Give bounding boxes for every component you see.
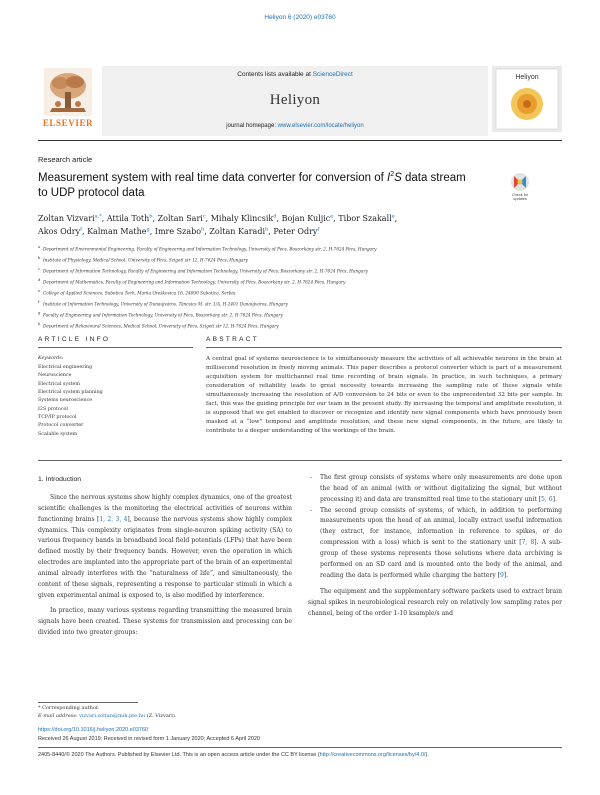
author-name[interactable]: Akos Odry bbox=[38, 227, 81, 236]
copyright-suffix: ). bbox=[425, 752, 429, 758]
author-name[interactable]: Zoltan Vizvari bbox=[38, 214, 95, 223]
affiliation-label: c bbox=[38, 266, 40, 271]
contents-line bbox=[102, 71, 488, 78]
copyright-prefix: 2405-8440/© 2020 The Authors. Published by Elsevier Ltd. This is an open access article under the CC BY license ( bbox=[38, 752, 320, 758]
author-separator: , bbox=[205, 214, 211, 223]
citation-link[interactable]: 9 bbox=[500, 571, 504, 579]
journal-cover-image bbox=[492, 66, 562, 132]
keyword-item: Electrical system bbox=[38, 381, 80, 387]
affiliation-text: Department of Mathematics, Faculty of Engineering and Information Technology, University of Pécs, Boszorkány str. 2, H-7624 Pécs, Hungary bbox=[43, 279, 346, 285]
affiliation-item bbox=[38, 287, 558, 298]
affiliation-text: Institute of Physiology, Medical School, University of Pécs, Szigeti str 12, H-7624 Pécs, Hungary bbox=[43, 257, 248, 263]
crossmark-label: Check for updates bbox=[511, 193, 529, 201]
affiliation-text: Institute of Information Technology, University of Dunaújváros, Táncsics M. str. 1/A, H-2401 Dunaújváros, Hungary bbox=[43, 301, 288, 307]
author-name[interactable]: Zoltan Karadi bbox=[209, 227, 266, 236]
author-affiliation-mark[interactable]: a,* bbox=[94, 213, 102, 220]
abstract-end-rule bbox=[38, 460, 562, 461]
citation-link[interactable]: 7, 8 bbox=[521, 539, 535, 547]
author-name[interactable]: Kalman Mathe bbox=[87, 227, 147, 236]
affiliation-item bbox=[38, 243, 558, 254]
sciencedirect-link[interactable]: ScienceDirect bbox=[312, 71, 353, 78]
footnote-email-line bbox=[38, 712, 338, 720]
author-affiliation-mark[interactable]: b bbox=[149, 213, 153, 220]
author-name[interactable]: Mihaly Klincsik bbox=[210, 214, 274, 223]
elsevier-logo bbox=[38, 66, 98, 132]
intro-paragraph-2: In practice, many various systems regarding transmitting the measured brain signals have been created. These systems for transmission and processing can be divided into two greater groups: bbox=[38, 607, 292, 637]
affiliation-item bbox=[38, 309, 558, 320]
author-affiliation-mark[interactable]: c bbox=[202, 213, 206, 220]
affiliation-label: d bbox=[38, 277, 41, 282]
keywords-title: Keywords: bbox=[38, 356, 64, 361]
intro-left-column bbox=[38, 493, 292, 639]
affiliation-label: g bbox=[38, 310, 41, 315]
footnote-star: * bbox=[38, 705, 41, 711]
abstract-text: A central goal of systems neuroscience is to simultaneously measure the activities of all achievable neurons in the brain at millisecond resolution in freely moving animals. This paper describes a protocol converter which is part of a measurement acquisition system for multichannel real time recording of brain signals. In practice, in such techniques, a primary consideration of reliability leads to great necessity towards increasing the sampling rate of these signals while simultaneously increasing the resolution of A/D conversion to 24 bits or even to the unprecedented 32 bits per sample. In fact, this was the guiding principle for our team in the present study. By increasing the temporal and amplitude resolution, it is supposed that we get enabled to discover or recognize and identify new signal components which have previously been masked at a “low” temporal and amplitude resolution, and these new signal components, in the future, are likely to contribute to a deeper understanding of the workings of the brain. bbox=[206, 356, 562, 435]
doi-link[interactable]: https://doi.org/10.1016/j.heliyon.2020.e03760 bbox=[38, 727, 149, 733]
abstract-rule bbox=[206, 347, 562, 348]
copyright-line bbox=[38, 752, 562, 758]
author-separator: , bbox=[204, 227, 210, 236]
bullet2-text-c: ]. bbox=[503, 571, 509, 579]
affiliation-label: e bbox=[38, 288, 41, 293]
title-var: I bbox=[386, 171, 391, 184]
author-separator: , bbox=[81, 227, 88, 236]
bullet2-text-b: ]. A sub-group of these systems represents those solutions where data archiving is performed on an SD card and is mounted onto the body of the animal, and reading the data is performed while charging the battery [ bbox=[320, 539, 562, 579]
citation-link[interactable]: 5, 6 bbox=[541, 495, 553, 503]
footnote-email-prefix: E-mail address: bbox=[38, 713, 80, 719]
author-separator: , bbox=[333, 214, 339, 223]
affiliation-text: Department of Information Technology, Faculty of Engineering and Information Technology, University of Pécs, Boszorkány str. 2, H-7624 Pécs, Hungary bbox=[43, 268, 368, 274]
intro-p1-text-b: ], because the nervous systems show highly complex dynamics. This complexity originates from single-neuron spiking activity (SA) to various frequency bands in broadband local field potentials (LFPs) that have been defined mostly by their frequency bands. However, even the operation in which electrodes are implanted into the appropriate part of the brain of an experimental animal already interferes with the “naturalness of life”, and simultaneously, the content of these signals, representing a response to particular stimuli in which a given experimental animal is exposed to, is also modified by interference. bbox=[38, 515, 293, 599]
affiliation-text: Faculty of Engineering and Information Technology, University of Pécs, Boszorkány str. 2, H-7624 Pécs, Hungary bbox=[43, 312, 283, 318]
footnote bbox=[38, 704, 338, 720]
header-rule bbox=[38, 140, 562, 141]
affiliation-label: b bbox=[38, 255, 41, 260]
bullet2-text-a: The second group consists of systems, of which, in addition to performing measurements upon the head of an animal, locally extract useful information (they extract, for instance, information in reference to spikes, or do compression with a loss) which is sent to the stationary unit [ bbox=[320, 506, 562, 547]
affiliation-label: h bbox=[38, 321, 41, 326]
keyword-item: Protocol converter bbox=[38, 423, 84, 429]
intro-paragraph-1 bbox=[38, 493, 292, 601]
author-separator: , bbox=[149, 227, 155, 236]
elsevier-tree-icon bbox=[44, 68, 92, 116]
intro-right-paragraph: The equipment and the supplementary software packets used to extract brain signal spikes in neurobiological research rely on relatively low sampling rates per channel, being of the order 1-10 ksample/s and bbox=[308, 588, 562, 618]
homepage-link[interactable]: www.elsevier.com/locate/heliyon bbox=[277, 123, 364, 129]
footnote-email-suffix: (Z. Vizvari). bbox=[145, 713, 177, 719]
received-dates: Received 26 August 2019; Received in revised form 1 January 2020; Accepted 6 April 2020 bbox=[38, 736, 260, 742]
author-affiliation-mark[interactable]: e bbox=[391, 213, 395, 220]
author-affiliation-mark[interactable]: g bbox=[146, 226, 150, 233]
bullet1-text-b: ]. bbox=[552, 495, 557, 503]
author-separator: , bbox=[394, 214, 398, 223]
article-title bbox=[38, 167, 478, 201]
keyword-item: Scalable system bbox=[38, 431, 78, 437]
article-info-rule bbox=[38, 347, 193, 348]
author-affiliation-mark[interactable]: e bbox=[330, 213, 334, 220]
author-name[interactable]: Imre Szabo bbox=[154, 227, 202, 236]
author-affiliation-mark[interactable]: f bbox=[317, 226, 320, 233]
author-name[interactable]: Tibor Szakall bbox=[338, 214, 392, 223]
footnote-label: Corresponding author. bbox=[42, 705, 100, 711]
homepage-prefix: journal homepage: bbox=[226, 123, 278, 129]
journal-reference[interactable]: Heliyon 6 (2020) e03760 bbox=[264, 14, 336, 21]
keyword-item: Neuroscience bbox=[38, 373, 72, 379]
author-separator: , bbox=[101, 214, 107, 223]
author-affiliation-mark[interactable]: h bbox=[265, 226, 269, 233]
affiliation-label: a bbox=[38, 245, 41, 249]
affiliation-item bbox=[38, 276, 558, 287]
author-name[interactable]: Zoltan Sari bbox=[157, 214, 203, 223]
affiliation-label: f bbox=[38, 299, 40, 304]
section-heading-introduction: 1. Introduction bbox=[38, 476, 82, 483]
bullet-dash: - bbox=[310, 506, 313, 514]
affiliation-list bbox=[38, 243, 558, 331]
keywords-list bbox=[38, 364, 188, 439]
copyright-rule bbox=[38, 747, 562, 748]
bullet1-text-a: The first group consists of systems where only measurements are done upon the head of an animal (with or without digitalizing the signal, but without processing it) and data are transmitted real time to the stationary unit [ bbox=[320, 474, 562, 503]
contents-prefix: Contents lists available at bbox=[237, 71, 313, 78]
affiliation-text: Department of Behavioural Sciences, Medical School, University of Pécs, Szigeti str 12, H-7624 Pécs, Hungary bbox=[43, 322, 279, 328]
abstract-heading: ABSTRACT bbox=[206, 336, 260, 343]
author-separator: , bbox=[276, 214, 282, 223]
affiliation-text: Department of Environmental Engineering, Faculty of Engineering and Information Technology, University of Pécs, Boszorkány str. 2, H-7624 Pécs, Hungary bbox=[43, 246, 377, 252]
author-affiliation-mark[interactable]: f bbox=[80, 226, 82, 233]
crossmark-badge[interactable] bbox=[505, 172, 535, 204]
elsevier-wordmark: ELSEVIER bbox=[42, 118, 94, 128]
author-list bbox=[38, 212, 558, 238]
keyword-item: Electrical engineering bbox=[38, 365, 93, 370]
article-info-heading: ARTICLE INFO bbox=[38, 336, 111, 343]
crossmark-icon bbox=[505, 172, 535, 192]
affiliation-item bbox=[38, 320, 558, 331]
citation-link[interactable]: 1, 2, 3, 4 bbox=[99, 515, 128, 523]
author-name[interactable]: Attila Toth bbox=[106, 214, 150, 223]
title-sup: 2 bbox=[390, 171, 395, 178]
list-item bbox=[308, 506, 562, 582]
intro-p1-text-a: Since the nervous systems show highly complex dynamics, one of the greatest scientific challenges is the monitoring the electrical activities of neurons within functioning brains [ bbox=[38, 494, 292, 523]
author-affiliation-mark[interactable]: h bbox=[201, 226, 205, 233]
affiliation-text: College of Applied Sciences, Subotica Tech, Marka Oreškovica 16, 24000 Subotica, Serbia bbox=[43, 290, 236, 296]
author-affiliation-mark[interactable]: d bbox=[273, 213, 277, 220]
affiliation-item bbox=[38, 265, 558, 276]
journal-homepage bbox=[102, 123, 488, 129]
affiliation-item bbox=[38, 254, 558, 265]
cover-title: Heliyon bbox=[515, 74, 539, 81]
license-link[interactable]: http://creativecommons.org/licenses/by/4.0/ bbox=[319, 752, 426, 758]
keyword-item: TCP/IP protocol bbox=[38, 415, 77, 421]
keyword-item: I2S protocol bbox=[38, 406, 68, 412]
footnote-corresponding bbox=[38, 704, 338, 712]
keyword-item: Systems neuroscience bbox=[38, 398, 93, 404]
footnote-rule bbox=[38, 702, 138, 703]
keyword-item: Electrical system planning bbox=[38, 390, 103, 396]
author-name[interactable]: Peter Odry bbox=[273, 227, 318, 236]
bullet-dash: - bbox=[310, 474, 313, 481]
title-var2: S bbox=[394, 171, 402, 184]
journal-name: Heliyon bbox=[269, 92, 321, 108]
author-separator: , bbox=[268, 227, 274, 236]
list-item bbox=[308, 473, 562, 506]
author-email-link[interactable]: vizvari.zoltan@mik.pte.hu bbox=[79, 713, 146, 719]
author-name[interactable]: Bojan Kuljic bbox=[281, 214, 331, 223]
title-part1: Measurement system with real time data converter for conversion of bbox=[38, 171, 387, 184]
title-part2: data stream to UDP protocol data bbox=[38, 171, 466, 199]
affiliation-item bbox=[38, 298, 558, 309]
author-separator: , bbox=[152, 214, 158, 223]
article-type: Research article bbox=[38, 155, 93, 164]
intro-right-column bbox=[308, 473, 562, 620]
